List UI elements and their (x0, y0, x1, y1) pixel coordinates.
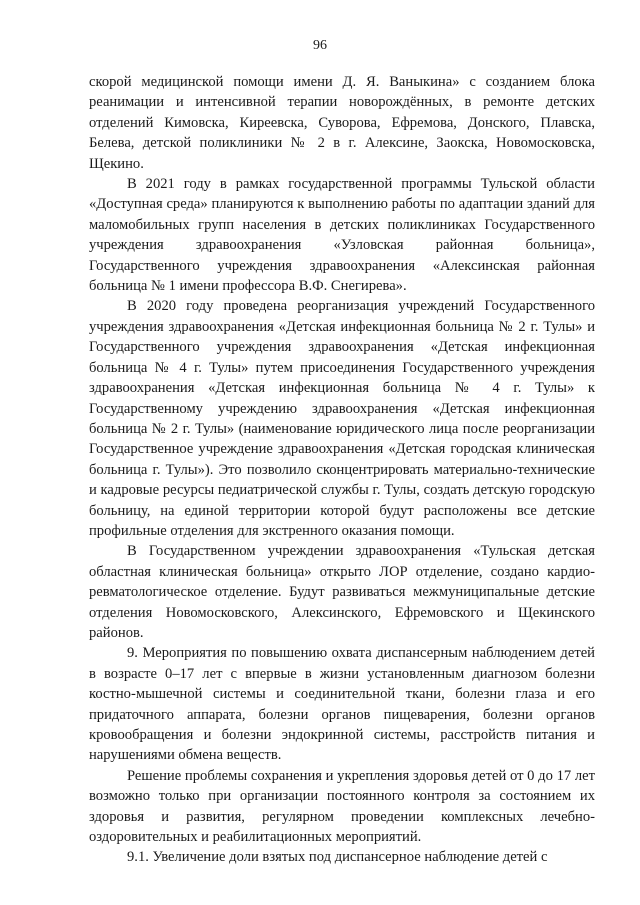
page-number: 96 (313, 38, 327, 53)
paragraph-regional-hospital: В Государственном учреждении здравоохранения «Тульская детская областная клиническая больница» открыто ЛОР отделение, создано кардио-ревматологическое отделение. Будут развиваться межмуниципальные детские отделения Новомосковского, Алексинского, Ефремовского и Щекинского районов. (89, 543, 595, 641)
section-heading-9-1: 9.1. Увеличение доли взятых под диспансерное наблюдение детей с (127, 849, 548, 866)
section-heading-9: 9. Мероприятия по повышению охвата диспансерным наблюдением детей в возрасте 0–17 лет с впервые в жизни установленным диагнозом болезни костно-мышечной системы и соединительной ткани, болезни глаза и его придаточного аппарата, болезни органов пищеварения, болезни органов кровообращения и болезни эндокринной системы, расстройств питания и нарушениями обмена веществ. (89, 645, 595, 764)
paragraph-accessible-environment: В 2021 году в рамках государственной программы Тульской области «Доступная среда» планируются к выполнению работы по адаптации зданий для маломобильных групп населения в детских поликлиниках Государственного учреждения здравоохранения «Узловская районная больница», Государственного учреждения здравоохранения «Алексинская районная больница № 1 имени профессора В.Ф. Снегирева». (89, 176, 595, 295)
paragraph-reorganization: В 2020 году проведена реорганизация учреждений Государственного учреждения здравоохранения «Детская инфекционная больница № 2 г. Тулы» и Государственного учреждения здравоохранения «Детская инфекционная больница № 4 г. Тулы» путем присоединения Государственного учреждения здравоохранения «Детская инфекционная больница № 4 г. Тулы» к Государственному учреждению здравоохранения «Детская инфекционная больница № 2 г. Тулы» (наименование юридического лица после реорганизации Государственное учреждение здравоохранения «Детская городская клиническая больница г. Тулы»). Это позволило сконцентрировать материально-технические и кадровые ресурсы педиатрической службы г. Тулы, создать детскую городскую больницу, на единой территории которой будут расположены все детские профильные отделения для экстренного оказания помощи. (89, 298, 595, 539)
paragraph-continuation: скорой медицинской помощи имени Д. Я. Ваныкина» с созданием блока реанимации и интенсивной терапии новорождённых, в ремонте детских отделений Кимовска, Киреевска, Суворова, Ефремова, Донского, Плавска, Белева, детской поликлиники № 2 в г. Алексине, Заокска, Новомосковска, Щекино. (89, 74, 595, 172)
paragraph-health-control: Решение проблемы сохранения и укрепления здоровья детей от 0 до 17 лет возможно только при организации постоянного контроля за состоянием их здоровья и развития, регулярном проведении комплексных лечебно-оздоровительных и реабилитационных мероприятий. (89, 767, 595, 846)
document-body (89, 72, 595, 868)
